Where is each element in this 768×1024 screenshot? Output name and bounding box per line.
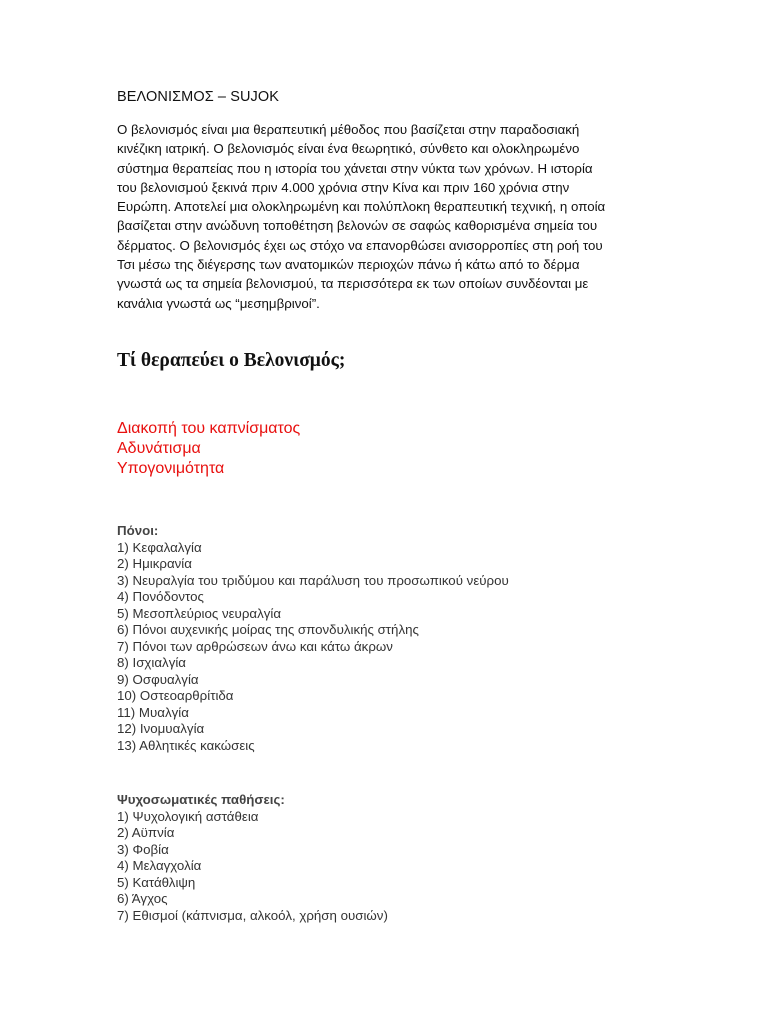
intro-line: κανάλια γνωστά ως “μεσημβρινοί”.: [117, 295, 320, 311]
list-item: 2) Αϋπνία: [117, 825, 175, 840]
list-item: 3) Φοβία: [117, 841, 169, 857]
list-item: 4) Πονόδοντος: [117, 589, 204, 604]
intro-paragraph: [117, 120, 657, 313]
list-item: 1) Κεφαλαλγία: [117, 539, 202, 555]
list-item: 7) Εθισμοί (κάπνισμα, αλκοόλ, χρήση ουσιών): [117, 907, 388, 923]
list-item: 8) Ισχιαλγία: [117, 655, 186, 670]
list-item: 6) Πόνοι αυχενικής μοίρας της σπονδυλικής στήλης: [117, 622, 419, 637]
intro-line: σύστημα θεραπείας που η ιστορία του χάνεται στην νύκτα των χρόνων. Η ιστορία: [117, 160, 593, 176]
intro-line: Τσι μέσω της διέγερσης των ανατομικών περιοχών πάνω ή κάτω από το δέρμα: [117, 257, 580, 273]
psychosomatic-label: Ψυχοσωματικές παθήσεις:: [117, 792, 285, 807]
intro-line: γνωστά ως τα σημεία βελονισμού, τα περισσότερα εκ των οποίων συνδέονται με: [117, 276, 589, 292]
intro-line: κινέζικη ιατρική. Ο βελονισμός είναι ένα θεωρητικό, σύνθετο και ολοκληρωμένο: [117, 141, 580, 157]
intro-line: βασίζεται στην ανώδυνη τοποθέτηση βελονών σε σαφώς καθορισμένα σημεία του: [117, 218, 598, 234]
list-item: 13) Αθλητικές κακώσεις: [117, 737, 255, 753]
pain-list: [117, 540, 509, 755]
highlighted-list: [117, 419, 300, 478]
intro-line: δέρματος. Ο βελονισμός έχει ως στόχο να επανορθώσει ανισορροπίες στη ροή του: [117, 237, 603, 253]
pain-label: Πόνοι:: [117, 523, 159, 538]
intro-line: του βελονισμού ξεκινά πριν 4.000 χρόνια στην Κίνα και πριν 160 χρόνια στην: [117, 179, 570, 195]
highlighted-item: Διακοπή του καπνίσματος: [117, 420, 301, 437]
intro-line: Ο βελονισμός είναι μια θεραπευτική μέθοδος που βασίζεται στην παραδοσιακή: [117, 122, 580, 137]
list-item: 6) Άγχος: [117, 891, 168, 906]
list-item: 5) Κατάθλιψη: [117, 874, 196, 890]
list-item: 1) Ψυχολογική αστάθεια: [117, 808, 259, 824]
section-heading: Τί θεραπεύει ο Βελονισμός;: [117, 350, 346, 371]
list-item: 4) Μελαγχολία: [117, 858, 202, 873]
list-item: 10) Οστεοαρθρίτιδα: [117, 688, 234, 703]
highlighted-item: Αδυνάτισμα: [117, 439, 201, 457]
list-item: 12) Ινομυαλγία: [117, 721, 205, 736]
list-item: 9) Οσφυαλγία: [117, 671, 199, 687]
list-item: 2) Ημικρανία: [117, 556, 192, 571]
document-title: ΒΕΛΟΝΙΣΜΟΣ – SUJOK: [117, 89, 280, 105]
intro-line: Ευρώπη. Αποτελεί μια ολοκληρωμένη και πολύπλοκη θεραπευτική τεχνική, η οποία: [117, 199, 606, 215]
list-item: 7) Πόνοι των αρθρώσεων άνω και κάτω άκρων: [117, 638, 393, 654]
pain-section: [117, 523, 509, 754]
psychosomatic-section: [117, 792, 388, 924]
highlighted-item: Υπογονιμότητα: [117, 459, 225, 477]
list-item: 3) Νευραλγία του τριδύμου και παράλυση του προσωπικού νεύρου: [117, 572, 509, 588]
psychosomatic-list: [117, 809, 388, 925]
list-item: 11) Μυαλγία: [117, 704, 189, 720]
list-item: 5) Μεσοπλεύριος νευραλγία: [117, 605, 282, 621]
